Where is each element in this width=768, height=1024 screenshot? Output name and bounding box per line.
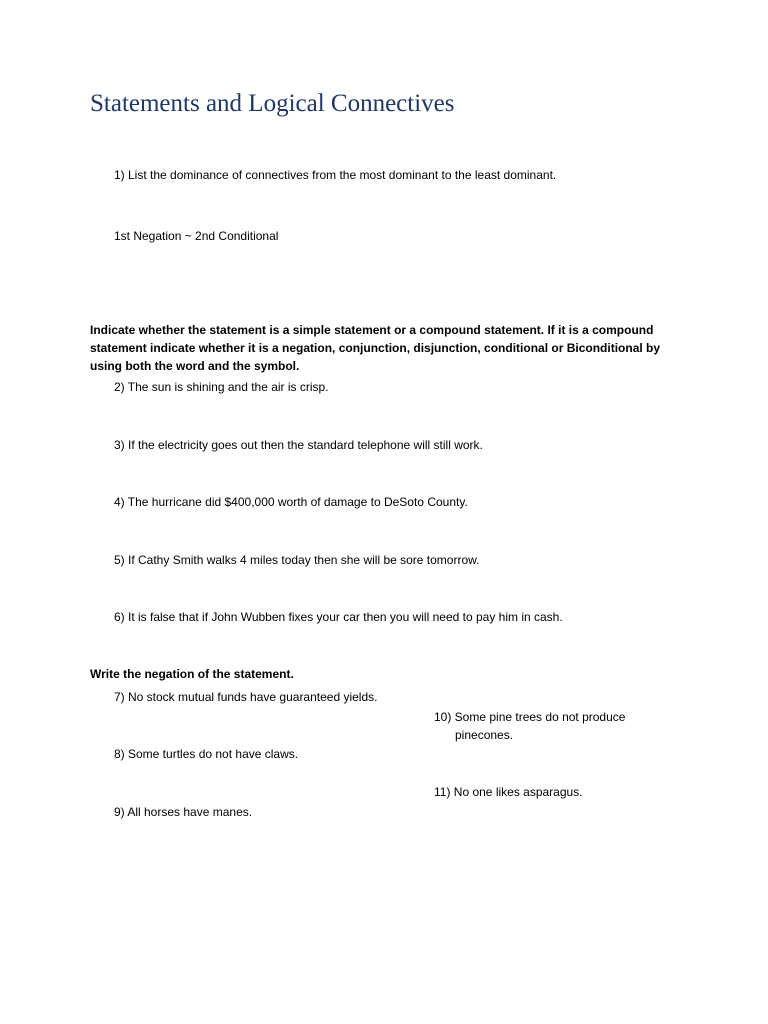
question-3: 3) If the electricity goes out then the standard telephone will still work.	[114, 438, 483, 452]
question-11: 11) No one likes asparagus.	[434, 785, 583, 799]
question-1-answer: 1st Negation ~ 2nd Conditional	[114, 229, 279, 243]
page-title: Statements and Logical Connectives	[90, 90, 455, 117]
question-10-continued: pinecones.	[455, 728, 514, 742]
question-1: 1) List the dominance of connectives from the most dominant to the least dominant.	[114, 168, 557, 182]
section-2-instruction: Write the negation of the statement.	[90, 667, 294, 681]
question-5: 5) If Cathy Smith walks 4 miles today then she will be sore tomorrow.	[114, 553, 480, 567]
question-6: 6) It is false that if John Wubben fixes your car then you will need to pay him in cash.	[114, 610, 563, 624]
question-7: 7) No stock mutual funds have guaranteed yields.	[114, 690, 378, 704]
question-8: 8) Some turtles do not have claws.	[114, 747, 299, 761]
section-1-instruction: Indicate whether the statement is a simple statement or a compound statement. If it is a compound statement indicate whether it is a negation, conjunction, disjunction, conditional or Biconditional by using both the word and the symbol.	[90, 323, 661, 373]
question-9: 9) All horses have manes.	[114, 805, 253, 819]
question-4: 4) The hurricane did $400,000 worth of damage to DeSoto County.	[114, 495, 468, 509]
question-2: 2) The sun is shining and the air is crisp.	[114, 380, 329, 394]
question-10: 10) Some pine trees do not produce	[434, 710, 626, 724]
